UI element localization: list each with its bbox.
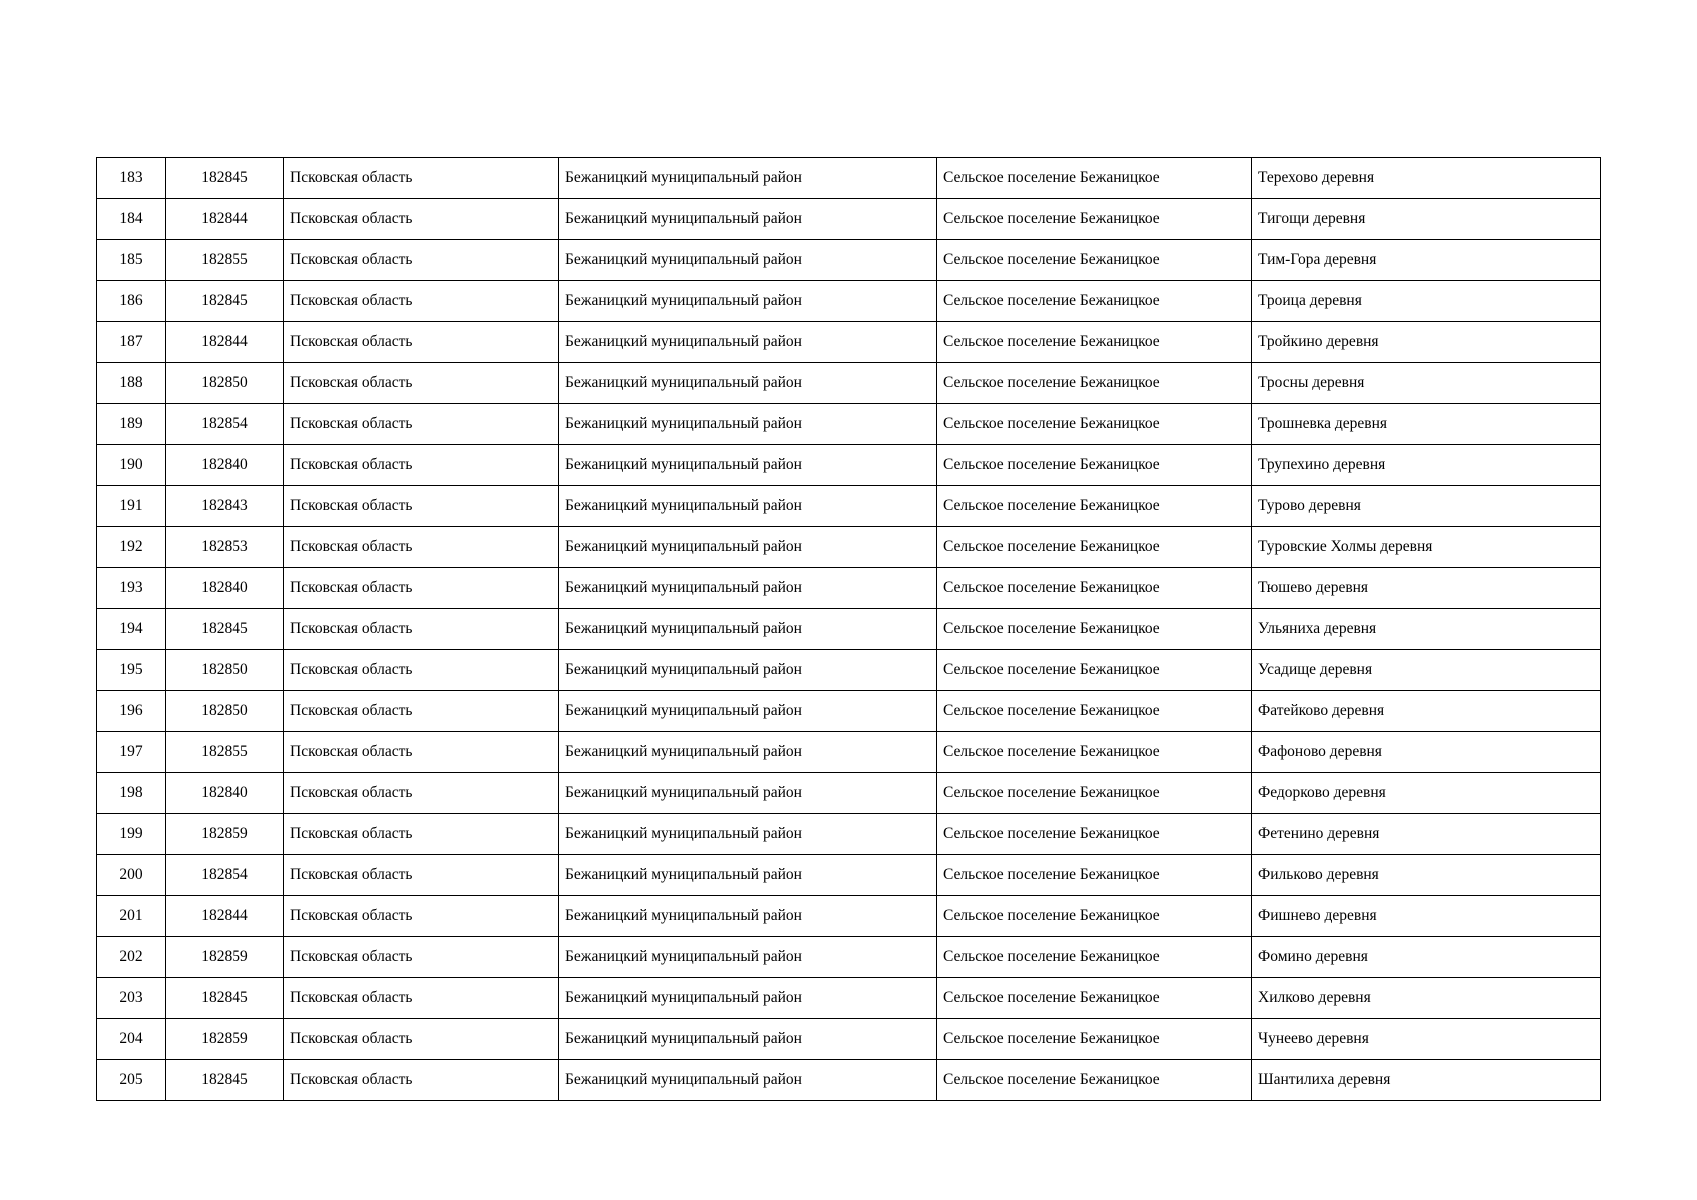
region-cell: Псковская область — [284, 281, 559, 322]
locality-cell: Туровские Холмы деревня — [1252, 527, 1601, 568]
region-cell: Псковская область — [284, 732, 559, 773]
table-row — [97, 404, 1601, 445]
postal-index-cell: 182854 — [166, 855, 284, 896]
locality-cell: Хилково деревня — [1252, 978, 1601, 1019]
table-row — [97, 609, 1601, 650]
table-row — [97, 1019, 1601, 1060]
district-cell: Бежаницкий муниципальный район — [559, 527, 937, 568]
region-cell: Псковская область — [284, 609, 559, 650]
postal-index-cell: 182854 — [166, 404, 284, 445]
locality-cell: Ульяниха деревня — [1252, 609, 1601, 650]
postal-index-cell: 182844 — [166, 199, 284, 240]
settlement-cell: Сельское поселение Бежаницкое — [937, 1019, 1252, 1060]
table-row — [97, 322, 1601, 363]
region-cell: Псковская область — [284, 568, 559, 609]
district-cell: Бежаницкий муниципальный район — [559, 896, 937, 937]
row-number-cell: 188 — [97, 363, 166, 404]
district-cell: Бежаницкий муниципальный район — [559, 650, 937, 691]
row-number-cell: 187 — [97, 322, 166, 363]
settlement-cell: Сельское поселение Бежаницкое — [937, 158, 1252, 199]
district-cell: Бежаницкий муниципальный район — [559, 445, 937, 486]
locality-cell: Фатейково деревня — [1252, 691, 1601, 732]
table-row — [97, 978, 1601, 1019]
settlement-cell: Сельское поселение Бежаницкое — [937, 691, 1252, 732]
table-row — [97, 773, 1601, 814]
table-row — [97, 240, 1601, 281]
region-cell: Псковская область — [284, 158, 559, 199]
region-cell: Псковская область — [284, 937, 559, 978]
row-number-cell: 202 — [97, 937, 166, 978]
locality-cell: Тюшево деревня — [1252, 568, 1601, 609]
region-cell: Псковская область — [284, 691, 559, 732]
row-number-cell: 204 — [97, 1019, 166, 1060]
district-cell: Бежаницкий муниципальный район — [559, 199, 937, 240]
row-number-cell: 185 — [97, 240, 166, 281]
row-number-cell: 200 — [97, 855, 166, 896]
settlement-cell: Сельское поселение Бежаницкое — [937, 814, 1252, 855]
locality-cell: Фишнево деревня — [1252, 896, 1601, 937]
district-cell: Бежаницкий муниципальный район — [559, 609, 937, 650]
locality-cell: Тигощи деревня — [1252, 199, 1601, 240]
row-number-cell: 205 — [97, 1060, 166, 1101]
settlement-cell: Сельское поселение Бежаницкое — [937, 650, 1252, 691]
table-row — [97, 937, 1601, 978]
table-row — [97, 199, 1601, 240]
region-cell: Псковская область — [284, 445, 559, 486]
row-number-cell: 189 — [97, 404, 166, 445]
row-number-cell: 183 — [97, 158, 166, 199]
row-number-cell: 195 — [97, 650, 166, 691]
row-number-cell: 201 — [97, 896, 166, 937]
district-cell: Бежаницкий муниципальный район — [559, 978, 937, 1019]
row-number-cell: 192 — [97, 527, 166, 568]
table-row — [97, 896, 1601, 937]
district-cell: Бежаницкий муниципальный район — [559, 732, 937, 773]
district-cell: Бежаницкий муниципальный район — [559, 158, 937, 199]
district-cell: Бежаницкий муниципальный район — [559, 486, 937, 527]
district-cell: Бежаницкий муниципальный район — [559, 691, 937, 732]
postal-index-cell: 182844 — [166, 322, 284, 363]
table-row — [97, 650, 1601, 691]
district-cell: Бежаницкий муниципальный район — [559, 404, 937, 445]
settlement-cell: Сельское поселение Бежаницкое — [937, 773, 1252, 814]
region-cell: Псковская область — [284, 855, 559, 896]
district-cell: Бежаницкий муниципальный район — [559, 1019, 937, 1060]
region-cell: Псковская область — [284, 240, 559, 281]
region-cell: Псковская область — [284, 363, 559, 404]
table-row — [97, 363, 1601, 404]
row-number-cell: 194 — [97, 609, 166, 650]
district-cell: Бежаницкий муниципальный район — [559, 568, 937, 609]
postal-index-cell: 182844 — [166, 896, 284, 937]
locality-cell: Тросны деревня — [1252, 363, 1601, 404]
settlement-cell: Сельское поселение Бежаницкое — [937, 240, 1252, 281]
district-cell: Бежаницкий муниципальный район — [559, 855, 937, 896]
row-number-cell: 199 — [97, 814, 166, 855]
region-cell: Псковская область — [284, 199, 559, 240]
table-row — [97, 158, 1601, 199]
postal-index-cell: 182855 — [166, 732, 284, 773]
district-cell: Бежаницкий муниципальный район — [559, 773, 937, 814]
district-cell: Бежаницкий муниципальный район — [559, 240, 937, 281]
settlement-cell: Сельское поселение Бежаницкое — [937, 937, 1252, 978]
region-cell: Псковская область — [284, 773, 559, 814]
settlement-cell: Сельское поселение Бежаницкое — [937, 568, 1252, 609]
locality-cell: Федорково деревня — [1252, 773, 1601, 814]
postal-index-cell: 182843 — [166, 486, 284, 527]
table-row — [97, 527, 1601, 568]
district-cell: Бежаницкий муниципальный район — [559, 814, 937, 855]
table-row — [97, 486, 1601, 527]
locality-cell: Троица деревня — [1252, 281, 1601, 322]
district-cell: Бежаницкий муниципальный район — [559, 281, 937, 322]
table-row — [97, 855, 1601, 896]
settlement-cell: Сельское поселение Бежаницкое — [937, 1060, 1252, 1101]
locality-cell: Фетенино деревня — [1252, 814, 1601, 855]
locality-cell: Фомино деревня — [1252, 937, 1601, 978]
address-table-body — [97, 158, 1601, 1101]
locality-cell: Фильково деревня — [1252, 855, 1601, 896]
region-cell: Псковская область — [284, 1019, 559, 1060]
table-row — [97, 445, 1601, 486]
row-number-cell: 184 — [97, 199, 166, 240]
settlement-cell: Сельское поселение Бежаницкое — [937, 404, 1252, 445]
settlement-cell: Сельское поселение Бежаницкое — [937, 322, 1252, 363]
postal-index-cell: 182845 — [166, 609, 284, 650]
postal-index-cell: 182859 — [166, 1019, 284, 1060]
row-number-cell: 186 — [97, 281, 166, 322]
region-cell: Псковская область — [284, 896, 559, 937]
locality-cell: Усадище деревня — [1252, 650, 1601, 691]
locality-cell: Шантилиха деревня — [1252, 1060, 1601, 1101]
district-cell: Бежаницкий муниципальный район — [559, 322, 937, 363]
address-table — [96, 157, 1601, 1101]
row-number-cell: 196 — [97, 691, 166, 732]
table-row — [97, 732, 1601, 773]
postal-index-cell: 182850 — [166, 691, 284, 732]
settlement-cell: Сельское поселение Бежаницкое — [937, 855, 1252, 896]
postal-index-cell: 182845 — [166, 978, 284, 1019]
region-cell: Псковская область — [284, 978, 559, 1019]
postal-index-cell: 182840 — [166, 568, 284, 609]
table-row — [97, 1060, 1601, 1101]
locality-cell: Терехово деревня — [1252, 158, 1601, 199]
postal-index-cell: 182855 — [166, 240, 284, 281]
postal-index-cell: 182845 — [166, 281, 284, 322]
locality-cell: Трошневка деревня — [1252, 404, 1601, 445]
region-cell: Псковская область — [284, 404, 559, 445]
region-cell: Псковская область — [284, 814, 559, 855]
settlement-cell: Сельское поселение Бежаницкое — [937, 609, 1252, 650]
row-number-cell: 191 — [97, 486, 166, 527]
district-cell: Бежаницкий муниципальный район — [559, 363, 937, 404]
settlement-cell: Сельское поселение Бежаницкое — [937, 732, 1252, 773]
settlement-cell: Сельское поселение Бежаницкое — [937, 896, 1252, 937]
postal-index-cell: 182840 — [166, 445, 284, 486]
settlement-cell: Сельское поселение Бежаницкое — [937, 527, 1252, 568]
region-cell: Псковская область — [284, 322, 559, 363]
settlement-cell: Сельское поселение Бежаницкое — [937, 363, 1252, 404]
row-number-cell: 197 — [97, 732, 166, 773]
locality-cell: Трупехино деревня — [1252, 445, 1601, 486]
row-number-cell: 198 — [97, 773, 166, 814]
settlement-cell: Сельское поселение Бежаницкое — [937, 281, 1252, 322]
postal-index-cell: 182859 — [166, 937, 284, 978]
postal-index-cell: 182850 — [166, 363, 284, 404]
settlement-cell: Сельское поселение Бежаницкое — [937, 486, 1252, 527]
table-row — [97, 568, 1601, 609]
postal-index-cell: 182845 — [166, 1060, 284, 1101]
postal-index-cell: 182853 — [166, 527, 284, 568]
locality-cell: Турово деревня — [1252, 486, 1601, 527]
row-number-cell: 203 — [97, 978, 166, 1019]
settlement-cell: Сельское поселение Бежаницкое — [937, 199, 1252, 240]
region-cell: Псковская область — [284, 1060, 559, 1101]
table-row — [97, 691, 1601, 732]
postal-index-cell: 182850 — [166, 650, 284, 691]
table-row — [97, 814, 1601, 855]
postal-index-cell: 182840 — [166, 773, 284, 814]
postal-index-cell: 182845 — [166, 158, 284, 199]
locality-cell: Тим-Гора деревня — [1252, 240, 1601, 281]
settlement-cell: Сельское поселение Бежаницкое — [937, 978, 1252, 1019]
region-cell: Псковская область — [284, 650, 559, 691]
settlement-cell: Сельское поселение Бежаницкое — [937, 445, 1252, 486]
region-cell: Псковская область — [284, 527, 559, 568]
region-cell: Псковская область — [284, 486, 559, 527]
locality-cell: Тройкино деревня — [1252, 322, 1601, 363]
row-number-cell: 193 — [97, 568, 166, 609]
table-row — [97, 281, 1601, 322]
district-cell: Бежаницкий муниципальный район — [559, 937, 937, 978]
district-cell: Бежаницкий муниципальный район — [559, 1060, 937, 1101]
locality-cell: Фафоново деревня — [1252, 732, 1601, 773]
locality-cell: Чунеево деревня — [1252, 1019, 1601, 1060]
postal-index-cell: 182859 — [166, 814, 284, 855]
row-number-cell: 190 — [97, 445, 166, 486]
